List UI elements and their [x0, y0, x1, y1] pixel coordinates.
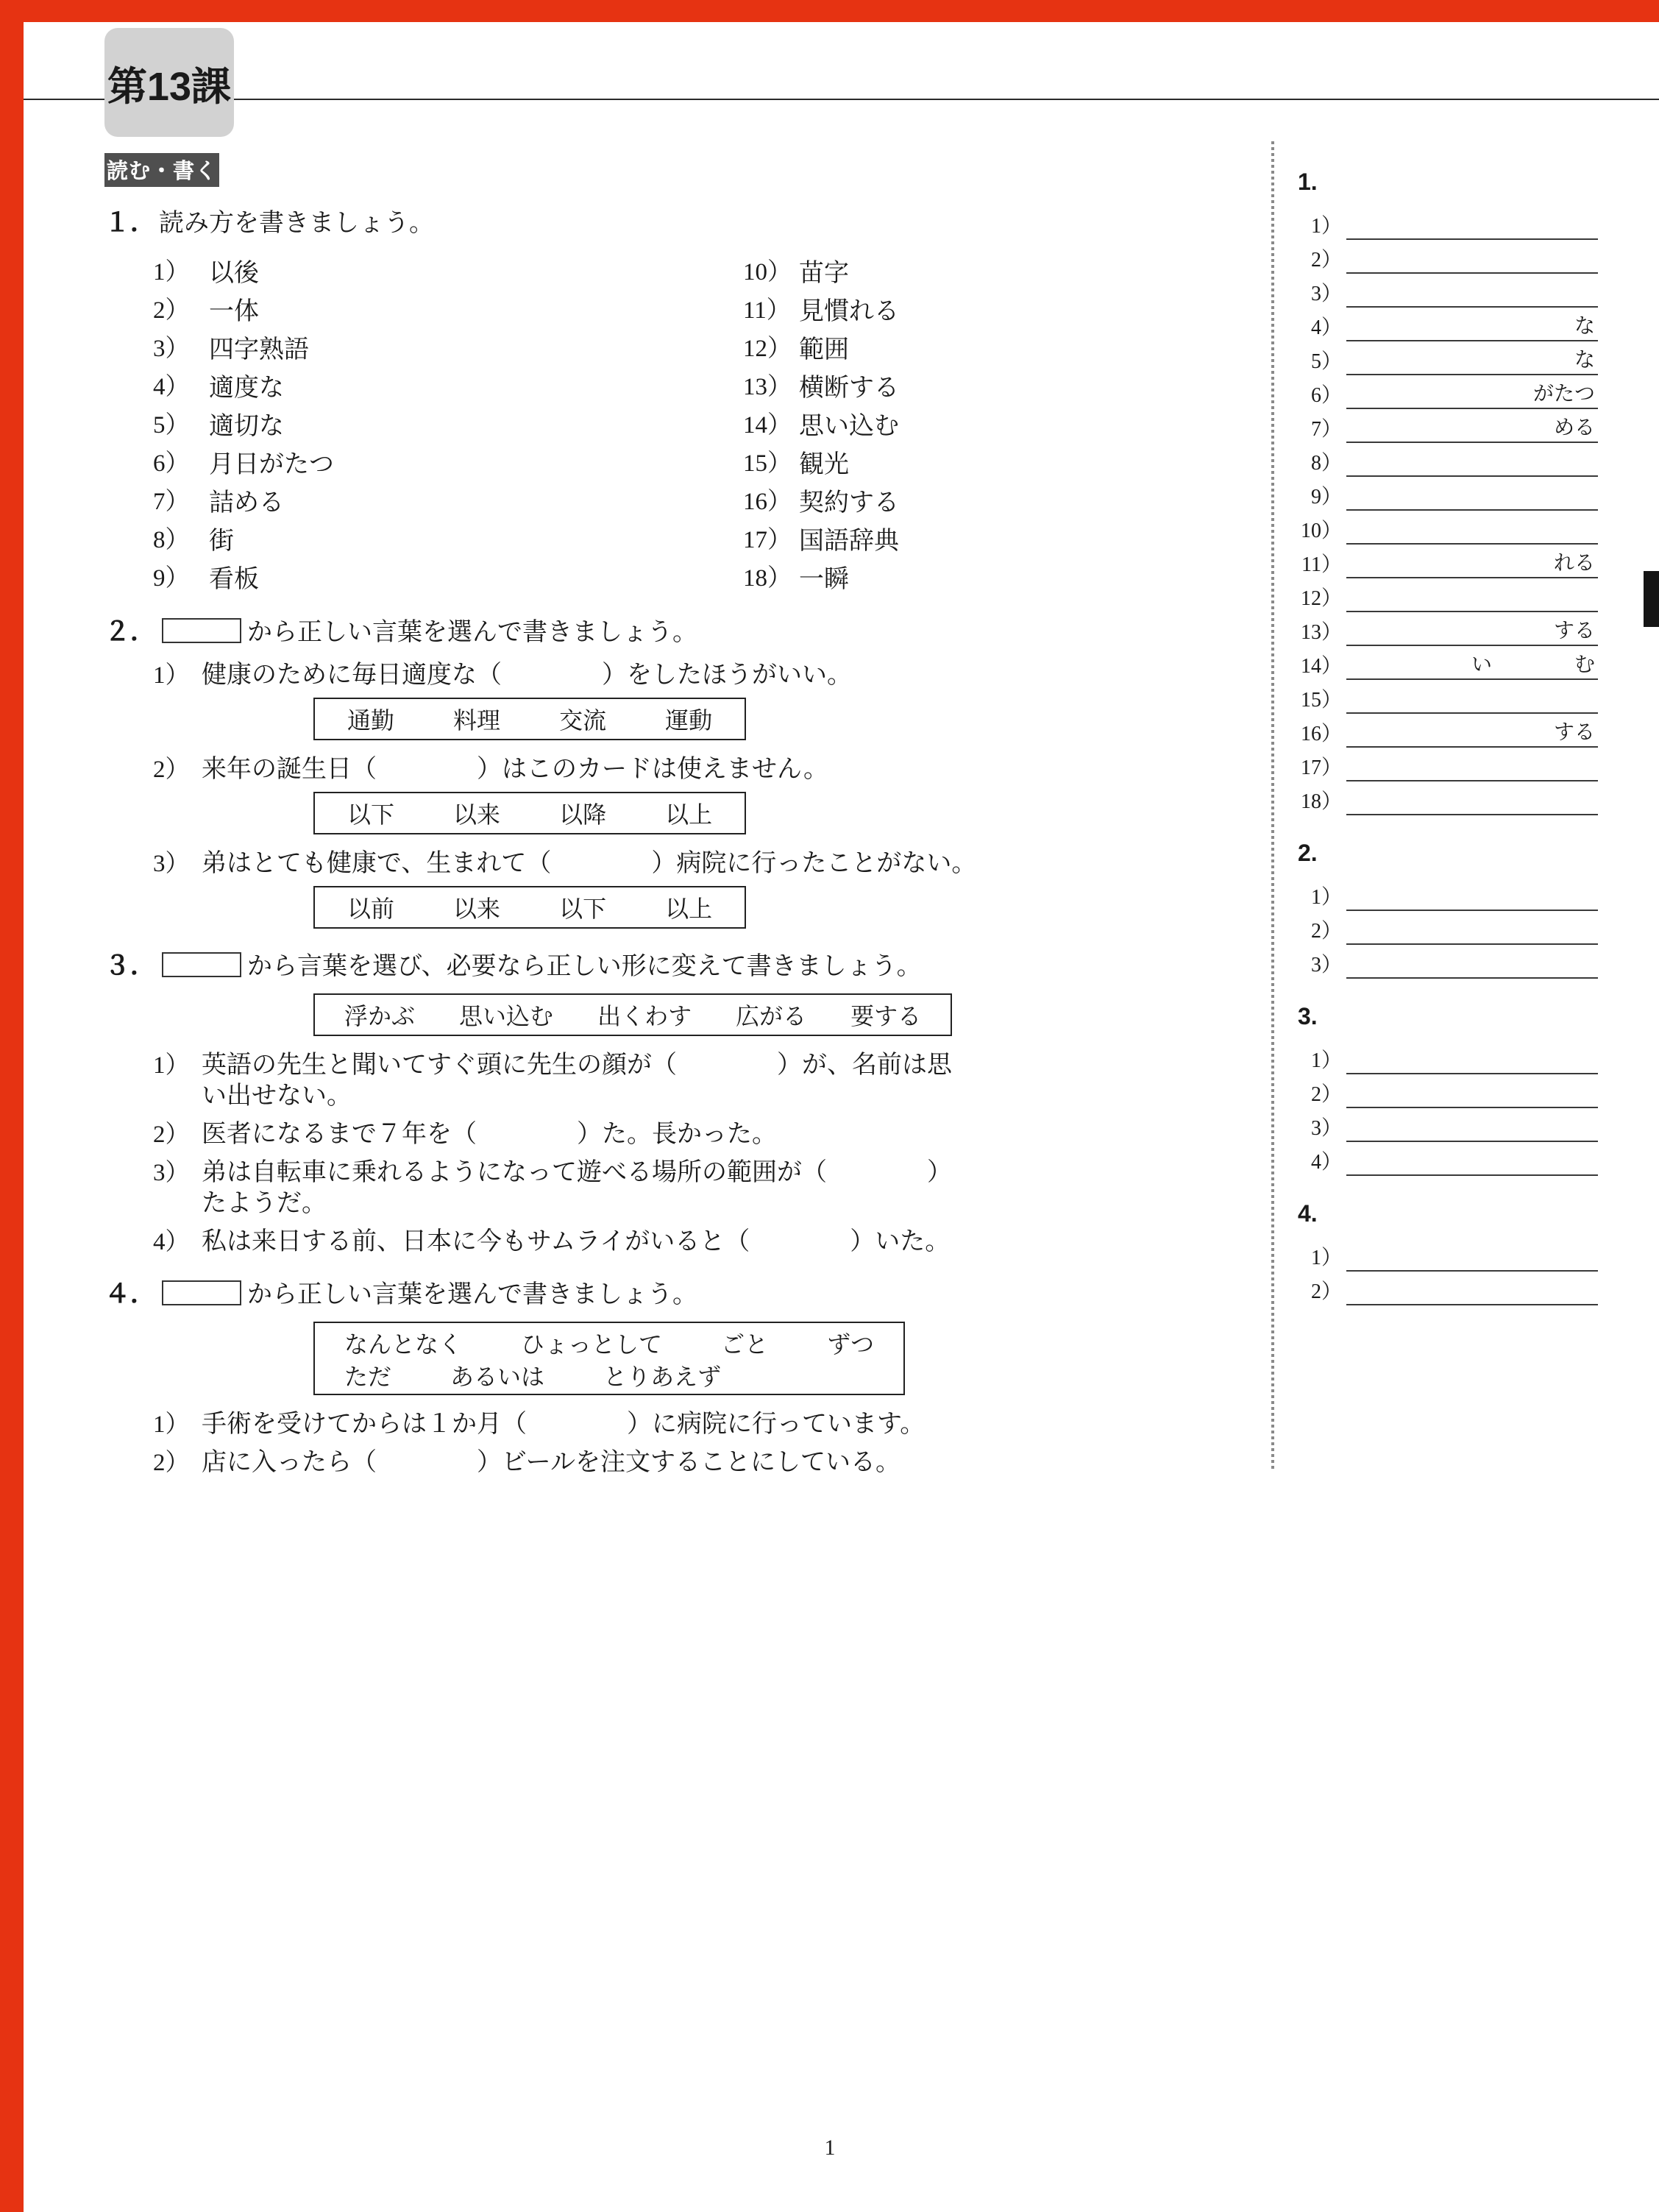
item-word: 範囲	[799, 335, 849, 363]
answer-group	[1295, 1202, 1598, 1305]
question-line: 弟は自転車に乗れるようになって遊べる場所の範囲が（ ）	[202, 1158, 952, 1186]
question-number: 1）	[153, 661, 190, 689]
reading-item	[743, 480, 899, 518]
choice-word: 浮かぶ	[344, 1005, 416, 1030]
answer-number: 1）	[1311, 1248, 1342, 1270]
word-box-row	[344, 1358, 874, 1391]
answer-number: 1）	[1311, 887, 1342, 910]
lesson-title-box	[104, 28, 234, 137]
answer-fixed-text: がたつ	[1533, 384, 1595, 406]
answer-blank-field[interactable]	[1346, 277, 1598, 308]
item-word: 街	[209, 526, 234, 554]
exercise4-questions	[104, 1408, 1240, 1478]
choice-word: 以上	[665, 898, 713, 923]
reading-item	[153, 442, 743, 480]
exercise4-number: ４．	[104, 1279, 156, 1308]
page-number: 1	[824, 2137, 836, 2160]
answer-blank-field[interactable]	[1346, 1145, 1598, 1176]
item-word: 四字熟語	[209, 335, 309, 363]
answer-fixed-text: める	[1554, 418, 1595, 440]
choice-word: ただ	[344, 1365, 392, 1390]
reading-item	[743, 518, 899, 556]
item-word: 月日がたつ	[209, 450, 334, 478]
question	[153, 1049, 1240, 1111]
edge-tab-marker	[1644, 571, 1659, 627]
answer-line	[1295, 240, 1598, 274]
choice-word: 以来	[453, 804, 501, 829]
question-number: 3）	[153, 849, 190, 877]
answer-blank-field[interactable]	[1346, 914, 1598, 945]
answer-blank-field[interactable]	[1346, 480, 1598, 511]
question-line: い出せない。	[202, 1082, 352, 1110]
exercise3-number: ３．	[104, 951, 156, 980]
exercise3-heading	[104, 949, 1240, 983]
answer-group	[1295, 171, 1598, 815]
answer-lines	[1295, 1238, 1598, 1305]
question	[153, 754, 1240, 784]
exercise1-left-column	[153, 250, 743, 595]
item-number: 9）	[153, 564, 190, 592]
answer-line	[1295, 1272, 1598, 1305]
question-line: 英語の先生と聞いてすぐ頭に先生の顔が（ ）が、名前は思	[202, 1051, 952, 1079]
answer-line	[1295, 748, 1598, 781]
word-choice-box	[313, 698, 746, 740]
answer-fixed-text: な	[1574, 316, 1595, 338]
answer-lines	[1295, 877, 1598, 979]
question-text	[202, 1447, 1240, 1478]
exercise3-questions	[104, 1049, 1240, 1257]
answer-blank-field[interactable]	[1346, 784, 1598, 815]
answer-number: 1）	[1311, 216, 1342, 238]
choice-word: 以下	[559, 898, 607, 923]
answer-blank-field[interactable]	[1346, 1241, 1598, 1272]
item-word: 適度な	[209, 373, 284, 401]
answer-fixed-text: れる	[1554, 553, 1595, 575]
item-word: 見慣れる	[799, 297, 899, 325]
choice-word: とりあえず	[603, 1365, 722, 1390]
answer-number: 2）	[1311, 1085, 1342, 1107]
choice-word: あるいは	[450, 1365, 545, 1390]
answer-line	[1295, 274, 1598, 308]
item-word: 横断する	[799, 373, 899, 401]
answer-line	[1295, 877, 1598, 911]
answer-blank-field[interactable]	[1346, 948, 1598, 979]
item-number: 17）	[743, 525, 792, 553]
answer-blank-field[interactable]	[1346, 446, 1598, 477]
exercise4-instruction: から正しい言葉を選んで書きましょう。	[247, 1280, 697, 1308]
answer-blank-field[interactable]	[1346, 1275, 1598, 1305]
answer-blank-field[interactable]	[1346, 880, 1598, 911]
item-number: 14）	[743, 411, 792, 439]
item-number: 7）	[153, 487, 190, 515]
item-number: 11）	[743, 296, 791, 324]
answer-number: 18）	[1301, 792, 1342, 814]
item-number: 8）	[153, 525, 190, 553]
answer-number: 9）	[1311, 487, 1342, 509]
question-line: 健康のために毎日適度な（ ）をしたほうがいい。	[202, 661, 852, 689]
answer-blank-field[interactable]	[1346, 717, 1598, 748]
answer-number: 3）	[1311, 284, 1342, 306]
word-choice-box	[313, 792, 746, 834]
reading-item	[153, 556, 743, 595]
answer-blank-field[interactable]	[1346, 514, 1598, 545]
question	[153, 1447, 1240, 1478]
answer-number: 15）	[1301, 690, 1342, 712]
answer-number: 11）	[1301, 555, 1342, 577]
item-word: 看板	[209, 564, 259, 592]
choice-word: なんとなく	[344, 1333, 463, 1358]
answer-blank-field[interactable]	[1346, 344, 1598, 375]
answer-blank-field[interactable]	[1346, 1077, 1598, 1108]
answer-lines	[1295, 206, 1598, 815]
reading-item	[153, 403, 743, 442]
answer-number: 2）	[1311, 921, 1342, 943]
question-line: たようだ。	[202, 1189, 327, 1217]
item-word: 契約する	[799, 488, 899, 516]
answer-group-title: 2.	[1298, 842, 1318, 867]
question-number: 3）	[153, 1158, 190, 1186]
item-number: 12）	[743, 334, 792, 362]
answer-blank-field[interactable]	[1346, 209, 1598, 240]
answer-line	[1295, 680, 1598, 714]
reading-item	[153, 480, 743, 518]
answer-line	[1295, 308, 1598, 341]
answer-number: 4）	[1311, 318, 1342, 340]
item-number: 6）	[153, 449, 190, 477]
answer-fixed-text: な	[1574, 350, 1595, 372]
word-source-placeholder-box	[162, 1280, 241, 1305]
reading-item	[743, 556, 899, 595]
question-number: 1）	[153, 1410, 190, 1438]
word-source-placeholder-box	[162, 952, 241, 977]
exercise1-number: １．	[104, 208, 156, 237]
answer-number: 17）	[1301, 758, 1342, 780]
reading-item	[743, 327, 899, 365]
answer-blank-field[interactable]	[1346, 547, 1598, 578]
item-word: 一体	[209, 297, 259, 325]
reading-item	[153, 327, 743, 365]
question-text	[202, 754, 1240, 784]
item-word: 詰める	[209, 488, 284, 516]
reading-item	[153, 288, 743, 327]
reading-item	[153, 365, 743, 403]
word-choice-box	[313, 886, 746, 929]
answer-number: 13）	[1301, 623, 1342, 645]
main-content-column	[104, 153, 1240, 1485]
answer-line	[1295, 1238, 1598, 1272]
answer-line	[1295, 945, 1598, 979]
choice-word: 通勤	[347, 709, 395, 734]
answer-blank-field[interactable]	[1346, 615, 1598, 646]
question-text	[202, 848, 1240, 879]
exercise1-instruction: 読み方を書きましょう。	[159, 209, 434, 237]
question-text	[202, 1408, 1240, 1439]
choice-word: 以下	[347, 804, 395, 829]
answer-line	[1295, 375, 1598, 409]
answer-line	[1295, 206, 1598, 240]
question-line: 来年の誕生日（ ）はこのカードは使えません。	[202, 755, 829, 783]
question	[153, 1226, 1240, 1257]
item-number: 13）	[743, 372, 792, 400]
exercise4-heading	[104, 1277, 1240, 1311]
answer-blank-field[interactable]	[1346, 1043, 1598, 1074]
question-text	[202, 659, 1240, 690]
answers-divider	[1271, 141, 1274, 1469]
item-word: 適切な	[209, 411, 284, 439]
answer-blank-field[interactable]	[1346, 683, 1598, 714]
choice-word: ごと	[721, 1333, 769, 1358]
answer-line	[1295, 1041, 1598, 1074]
word-choice-box	[313, 1322, 905, 1395]
item-word: 国語辞典	[799, 526, 899, 554]
exercise2-number: ２．	[104, 617, 156, 646]
question-number: 1）	[153, 1051, 190, 1079]
answer-line	[1295, 578, 1598, 612]
question-line: 医者になるまで７年を（ ）た。長かった。	[202, 1120, 777, 1148]
page-accent-bar-left	[0, 0, 24, 2212]
choice-word: 交流	[559, 709, 607, 734]
question-number: 2）	[153, 1120, 190, 1148]
answer-lines	[1295, 1041, 1598, 1176]
choice-word: 出くわす	[597, 1005, 692, 1030]
answer-number: 3）	[1311, 1119, 1342, 1141]
answer-group-title: 3.	[1298, 1005, 1318, 1030]
choice-word: 以前	[347, 898, 395, 923]
answer-number: 8）	[1311, 453, 1342, 475]
answer-line	[1295, 545, 1598, 578]
exercise2-instruction: から正しい言葉を選んで書きましょう。	[247, 618, 697, 646]
reading-item	[743, 288, 899, 327]
question-line: 店に入ったら（ ）ビールを注文することにしている。	[202, 1448, 900, 1476]
item-number: 3）	[153, 334, 190, 362]
answer-blank-field[interactable]	[1346, 412, 1598, 443]
answer-blank-field[interactable]	[1346, 311, 1598, 341]
reading-item	[153, 518, 743, 556]
answer-group-title: 1.	[1298, 171, 1318, 196]
item-word: 思い込む	[799, 411, 899, 439]
section-badge-label: 読む・書く	[107, 160, 217, 184]
answer-blank-field[interactable]	[1346, 1111, 1598, 1142]
answer-number: 10）	[1301, 521, 1342, 543]
section-badge	[104, 153, 219, 187]
answer-line	[1295, 511, 1598, 545]
item-number: 16）	[743, 487, 792, 515]
answer-line	[1295, 409, 1598, 443]
choice-word: ひょっとして	[521, 1333, 663, 1358]
answer-line	[1295, 1108, 1598, 1142]
question	[153, 659, 1240, 690]
answer-blank-field[interactable]	[1346, 751, 1598, 781]
item-number: 2）	[153, 296, 190, 324]
answer-line	[1295, 911, 1598, 945]
answer-group-title: 4.	[1298, 1202, 1318, 1227]
answer-number: 6）	[1311, 386, 1342, 408]
item-number: 1）	[153, 258, 190, 286]
reading-item	[743, 365, 899, 403]
reading-item	[743, 403, 899, 442]
answer-line	[1295, 781, 1598, 815]
answer-number: 1）	[1311, 1051, 1342, 1073]
answer-fixed-text: する	[1554, 621, 1595, 643]
answer-number: 7）	[1311, 419, 1342, 442]
answer-blank-field[interactable]	[1346, 243, 1598, 274]
reading-item	[153, 250, 743, 288]
choice-word: 運動	[665, 709, 713, 734]
choice-word: 以降	[559, 804, 607, 829]
exercise2-heading	[104, 615, 1240, 649]
item-number: 5）	[153, 411, 190, 439]
answer-number: 5）	[1311, 352, 1342, 374]
question-line: 手術を受けてからは１か月（ ）に病院に行っています。	[202, 1410, 926, 1438]
answer-blank-field[interactable]	[1346, 378, 1598, 409]
answer-blank-field[interactable]	[1346, 581, 1598, 612]
choice-word: ずつ	[827, 1333, 875, 1358]
item-number: 4）	[153, 372, 190, 400]
exercise1-list	[104, 250, 1240, 595]
answer-line	[1295, 477, 1598, 511]
answer-line	[1295, 341, 1598, 375]
item-number: 15）	[743, 449, 792, 477]
word-box-row	[344, 1326, 874, 1358]
question	[153, 1157, 1240, 1219]
answer-number: 2）	[1311, 1282, 1342, 1304]
item-number: 10）	[743, 258, 792, 286]
reading-item	[743, 442, 899, 480]
item-number: 18）	[743, 564, 792, 592]
choice-word: 思い込む	[459, 1005, 554, 1030]
lesson-title: 第13課	[107, 64, 232, 108]
item-word: 一瞬	[799, 564, 849, 592]
question-text	[202, 1226, 1240, 1257]
question-line: 弟はとても健康で、生まれて（ ）病院に行ったことがない。	[202, 849, 977, 877]
item-word: 以後	[209, 258, 259, 286]
exercise3-instruction: から言葉を選び、必要なら正しい形に変えて書きましょう。	[247, 952, 922, 980]
answer-line	[1295, 646, 1598, 680]
question	[153, 848, 1240, 879]
answer-fixed-text: い む	[1471, 655, 1595, 677]
answer-line	[1295, 1074, 1598, 1108]
exercise1-right-column	[743, 250, 899, 595]
answer-line	[1295, 714, 1598, 748]
exercise1-heading	[104, 206, 1240, 240]
answer-number: 4）	[1311, 1152, 1342, 1174]
item-word: 苗字	[799, 258, 849, 286]
answer-number: 3）	[1311, 955, 1342, 977]
question-line: 私は来日する前、日本に今もサムライがいると（ ）いた。	[202, 1227, 951, 1255]
page-accent-bar-top	[0, 0, 1659, 22]
reading-item	[743, 250, 899, 288]
question-text	[202, 1157, 1240, 1219]
answer-number: 16）	[1301, 724, 1342, 746]
header-rule	[24, 99, 1659, 100]
word-source-placeholder-box	[162, 618, 241, 643]
answer-line	[1295, 612, 1598, 646]
choice-word: 料理	[453, 709, 501, 734]
answer-group	[1295, 1005, 1598, 1176]
choice-word: 以上	[665, 804, 713, 829]
question-number: 4）	[153, 1227, 190, 1255]
item-word: 観光	[799, 450, 849, 478]
answer-number: 14）	[1301, 656, 1342, 678]
answer-line	[1295, 1142, 1598, 1176]
question	[153, 1119, 1240, 1149]
choice-word: 要する	[850, 1005, 922, 1030]
answers-column	[1295, 171, 1598, 1332]
question-number: 2）	[153, 1448, 190, 1476]
answer-fixed-text: する	[1554, 723, 1595, 745]
choice-word: 広がる	[736, 1005, 807, 1030]
answer-blank-field[interactable]	[1346, 649, 1598, 680]
question	[153, 1408, 1240, 1439]
word-choice-box	[313, 993, 952, 1036]
question-text	[202, 1119, 1240, 1149]
answer-number: 2）	[1311, 250, 1342, 272]
answer-line	[1295, 443, 1598, 477]
answer-group	[1295, 842, 1598, 979]
question-text	[202, 1049, 1240, 1111]
exercise2-questions	[104, 659, 1240, 929]
answer-number: 12）	[1301, 589, 1342, 611]
question-number: 2）	[153, 755, 190, 783]
choice-word: 以来	[453, 898, 501, 923]
